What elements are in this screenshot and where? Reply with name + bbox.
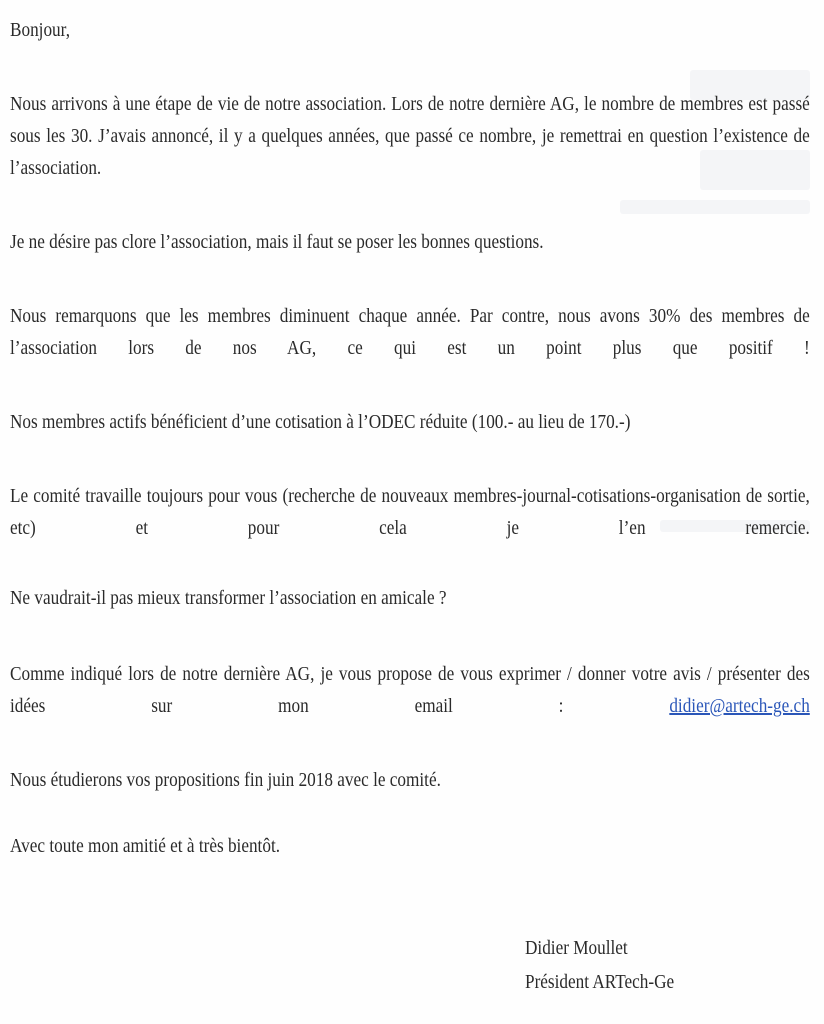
paragraph-closure: Je ne désire pas clore l’association, mais il faut se poser les bonnes questions. [10, 231, 544, 253]
paragraph-schedule: Nous étudierons vos propositions fin juin 2018 avec le comité. [10, 769, 441, 791]
email-link[interactable]: didier@artech-ge.ch [669, 695, 810, 717]
paragraph-closing: Avec toute mon amitié et à très bientôt. [10, 835, 281, 857]
greeting: Bonjour, [10, 19, 70, 41]
paragraph-feedback [10, 658, 810, 754]
paragraph-odec: Nos membres actifs bénéficient d’une cotisation à l’ODEC réduite (100.- au lieu de 170.-) [10, 411, 631, 433]
signature-name: Didier Moullet [525, 937, 628, 959]
paragraph-attendance: Nous remarquons que les membres diminuent chaque année. Par contre, nous avons 30% des membres de l’association lors de nos AG, ce qui est un point plus que positif ! [10, 305, 810, 359]
paragraph-membership: Nous arrivons à une étape de vie de notre association. Lors de notre dernière AG, le nombre de membres est passé sous les 30. J’avais annoncé, il y a quelques années, que passé ce nombre, je remettrai en question l’existence de l’association. [10, 93, 810, 179]
signature-title: Président ARTech-Ge [525, 971, 675, 993]
paragraph-committee: Le comité travaille toujours pour vous (recherche de nouveaux membres-journal-cotisations-organisation de sortie, etc) et pour cela je l’en remercie. [10, 485, 810, 539]
paragraph-question: Ne vaudrait-il pas mieux transformer l’association en amicale ? [10, 587, 447, 609]
feedback-text: Comme indiqué lors de notre dernière AG, je vous propose de vous exprimer / donner votre avis / présenter des idées sur mon email : [10, 663, 810, 717]
